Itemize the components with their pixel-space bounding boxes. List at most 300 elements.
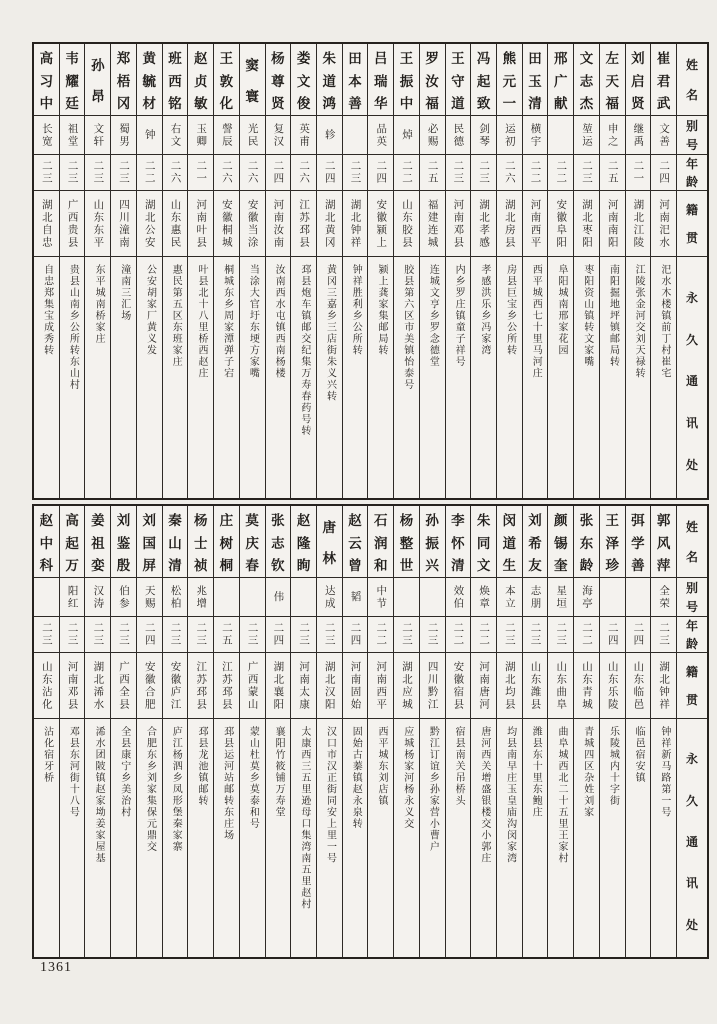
person-age: 二二 [548, 155, 573, 191]
header-origin: 籍 贯 [677, 653, 707, 719]
person-column [187, 44, 213, 498]
person-address: 西平城东刘店镇 [375, 726, 387, 807]
person-alias: 文轩 [85, 116, 110, 155]
person-name: 庄 树 桐 [214, 506, 239, 578]
person-column [522, 44, 548, 498]
person-name: 赵 隆 眴 [291, 506, 316, 578]
person-name: 颜 锡 奎 [548, 506, 573, 578]
person-alias: 钟 [137, 116, 162, 155]
person-name: 左 天 福 [600, 44, 625, 116]
person-address: 潼南三汇场 [118, 264, 130, 322]
person-alias [34, 578, 59, 617]
person-origin: 河南太康 [291, 653, 316, 719]
person-origin: 河南叶县 [188, 191, 213, 257]
person-age: 二六 [163, 155, 188, 191]
person-alias: 汉涛 [85, 578, 110, 617]
page-number: 1361 [40, 960, 72, 975]
person-address: 邳县龙池镇邮转 [195, 726, 207, 807]
person-origin: 山东青城 [574, 653, 599, 719]
person-name: 窦 寰 [240, 44, 265, 116]
person-age: 二三 [651, 617, 676, 653]
person-origin: 河南唐河 [471, 653, 496, 719]
person-column [393, 506, 419, 957]
person-alias: 伯参 [111, 578, 136, 617]
person-column [547, 44, 573, 498]
person-origin: 湖北应城 [394, 653, 419, 719]
person-name: 高 起 万 [60, 506, 85, 578]
person-age: 二二 [523, 155, 548, 191]
person-alias: 横宇 [523, 116, 548, 155]
person-alias: 文善 [651, 116, 676, 155]
person-name: 娄 文 俊 [291, 44, 316, 116]
person-name: 高 习 中 [34, 44, 59, 116]
person-name: 张 志 钦 [266, 506, 291, 578]
person-address: 合肥东乡刘家集保元鼎交 [144, 726, 156, 853]
table-header-column [676, 506, 707, 957]
person-age: 二三 [574, 155, 599, 191]
person-origin: 安徽庐江 [163, 653, 188, 719]
person-column [59, 506, 85, 957]
person-alias: 继禹 [626, 116, 651, 155]
person-column [522, 506, 548, 957]
person-name: 张 东 龄 [574, 506, 599, 578]
person-address: 应城杨家河杨永义交 [401, 726, 413, 830]
person-address: 连城文亨乡罗念德堂 [427, 264, 439, 368]
person-name: 罗 汝 福 [420, 44, 445, 116]
person-alias: 韬 [343, 578, 368, 617]
person-alias: 英甫 [291, 116, 316, 155]
person-origin: 山东惠民 [163, 191, 188, 257]
person-address: 公安胡家厂黄义发 [144, 264, 156, 356]
person-address: 黔江订谊乡孙家营小曹户 [427, 726, 439, 853]
person-origin: 江苏邳县 [214, 653, 239, 719]
person-name: 石 润 和 [368, 506, 393, 578]
person-column [213, 506, 239, 957]
person-origin: 安徽阜阳 [548, 191, 573, 257]
person-age: 二三 [317, 617, 342, 653]
person-origin: 湖北钟祥 [343, 191, 368, 257]
person-column [136, 44, 162, 498]
person-origin: 广西贵县 [60, 191, 85, 257]
person-age: 二六 [497, 155, 522, 191]
person-origin: 湖北孝感 [471, 191, 496, 257]
person-age: 二五 [600, 155, 625, 191]
person-origin: 河南邓县 [446, 191, 471, 257]
person-name: 弭 学 善 [626, 506, 651, 578]
person-address: 邳县运河站邮转东庄场 [221, 726, 233, 841]
person-age: 二三 [240, 617, 265, 653]
person-name: 孙 昂 [85, 44, 110, 116]
header-name: 姓 名 [677, 44, 707, 116]
person-name: 田 本 善 [343, 44, 368, 116]
person-name: 王 敦 化 [214, 44, 239, 116]
person-column [367, 506, 393, 957]
person-age: 二三 [85, 155, 110, 191]
person-column [162, 506, 188, 957]
person-name: 刘 国 屏 [137, 506, 162, 578]
person-origin: 四川潼南 [111, 191, 136, 257]
person-column [342, 44, 368, 498]
person-alias: 复汉 [266, 116, 291, 155]
person-name: 杨 士 祯 [188, 506, 213, 578]
person-alias: 伟 [266, 578, 291, 617]
person-age: 二三 [291, 617, 316, 653]
person-alias: 焯 [394, 116, 419, 155]
person-alias: 阳红 [60, 578, 85, 617]
person-column [290, 44, 316, 498]
person-age: 二三 [163, 617, 188, 653]
person-origin: 福建连城 [420, 191, 445, 257]
person-name: 冯 起 致 [471, 44, 496, 116]
person-column [419, 44, 445, 498]
person-address: 汝南西水屯镇西南杨楼 [273, 264, 285, 379]
person-alias: 謦辰 [214, 116, 239, 155]
person-alias: 玉卿 [188, 116, 213, 155]
person-alias: 志朋 [523, 578, 548, 617]
person-alias [214, 578, 239, 617]
person-column [599, 44, 625, 498]
person-name: 闵 道 生 [497, 506, 522, 578]
person-name: 邢 广 献 [548, 44, 573, 116]
person-name: 文 志 杰 [574, 44, 599, 116]
person-alias [626, 578, 651, 617]
person-address: 胶县第六区市美镇怡泰号 [401, 264, 413, 391]
person-column [136, 506, 162, 957]
person-age: 二三 [34, 617, 59, 653]
person-origin: 湖北房县 [497, 191, 522, 257]
person-origin: 山东潍县 [523, 653, 548, 719]
person-column [573, 44, 599, 498]
person-name: 刘 希 友 [523, 506, 548, 578]
person-name: 秦 山 清 [163, 506, 188, 578]
person-age: 二三 [446, 155, 471, 191]
person-origin: 湖北枣阳 [574, 191, 599, 257]
person-age: 二三 [60, 155, 85, 191]
person-address: 沾化宿牙桥 [41, 726, 53, 784]
person-column [316, 506, 342, 957]
person-address: 汜水木楼镇前丁村崔宅 [658, 264, 670, 379]
person-alias: 达成 [317, 578, 342, 617]
person-column [547, 506, 573, 957]
person-column [239, 506, 265, 957]
person-column [187, 506, 213, 957]
person-origin: 湖北钟祥 [651, 653, 676, 719]
person-age: 二二 [574, 617, 599, 653]
person-origin: 河南邓县 [60, 653, 85, 719]
person-age: 二三 [471, 155, 496, 191]
person-age: 二六 [240, 155, 265, 191]
person-name: 崔 君 武 [651, 44, 676, 116]
person-age: 二一 [188, 155, 213, 191]
person-origin: 山东临邑 [626, 653, 651, 719]
person-age: 二四 [317, 155, 342, 191]
person-origin: 湖北黄冈 [317, 191, 342, 257]
person-address: 乐陵城内十字街 [607, 726, 619, 807]
person-age: 二二 [368, 617, 393, 653]
person-age: 二三 [548, 617, 573, 653]
person-address: 唐河西关增盛银楼交小郭庄 [478, 726, 490, 864]
person-alias: 光民 [240, 116, 265, 155]
person-origin: 河南西平 [523, 191, 548, 257]
person-name: 莫 庆 春 [240, 506, 265, 578]
person-column [625, 506, 651, 957]
person-column [34, 44, 59, 498]
person-alias [343, 116, 368, 155]
person-address: 庐江杨泗乡凤形堡秦家寨 [170, 726, 182, 853]
person-origin: 安徽颍上 [368, 191, 393, 257]
person-name: 王 守 道 [446, 44, 471, 116]
person-origin: 湖北江陵 [626, 191, 651, 257]
person-alias: 运初 [497, 116, 522, 155]
person-age: 二三 [188, 617, 213, 653]
header-address: 永 久 通 讯 处 [685, 752, 698, 932]
person-address: 黄冈三嘉乡三店街朱义兴转 [324, 264, 336, 402]
header-alias: 别 号 [677, 578, 707, 617]
person-origin: 河南南阳 [600, 191, 625, 257]
person-address: 邳县炮车镇邮交纪集万寿春药号转 [298, 264, 310, 437]
person-origin: 湖北襄阳 [266, 653, 291, 719]
person-address: 西平城西七十里马河庄 [530, 264, 542, 379]
person-origin: 山东乐陵 [600, 653, 625, 719]
person-age: 二三 [420, 617, 445, 653]
person-origin: 安徽宿县 [446, 653, 471, 719]
person-name: 赵 贞 敏 [188, 44, 213, 116]
person-column [265, 506, 291, 957]
person-column [110, 44, 136, 498]
person-age: 二四 [343, 617, 368, 653]
person-age: 二三 [34, 155, 59, 191]
person-column [393, 44, 419, 498]
person-origin: 江苏邳县 [188, 653, 213, 719]
person-age: 二三 [394, 617, 419, 653]
person-alias: 祖堂 [60, 116, 85, 155]
directory-table-bottom [32, 504, 709, 959]
person-name: 田 玉 清 [523, 44, 548, 116]
person-address: 孝感洪乐乡冯家湾 [478, 264, 490, 356]
person-name: 赵 中 科 [34, 506, 59, 578]
person-address: 惠民第五区东班家庄 [170, 264, 182, 368]
person-age: 二三 [497, 617, 522, 653]
person-origin: 广西全县 [111, 653, 136, 719]
person-name: 刘 鉴 殷 [111, 506, 136, 578]
person-origin: 山东东平 [85, 191, 110, 257]
person-age: 二四 [137, 617, 162, 653]
person-address: 贵县山南乡公所转东山村 [67, 264, 79, 391]
person-alias: 蜀男 [111, 116, 136, 155]
person-column [342, 506, 368, 957]
person-alias [394, 578, 419, 617]
header-alias: 别 号 [677, 116, 707, 155]
person-origin: 湖北汉阳 [317, 653, 342, 719]
person-alias: 中节 [368, 578, 393, 617]
person-address: 叶县北十八里桥西赵庄 [195, 264, 207, 379]
person-address: 东平城南桥家庄 [93, 264, 105, 345]
person-alias: 长宽 [34, 116, 59, 155]
person-age: 二四 [651, 155, 676, 191]
person-age: 二三 [111, 617, 136, 653]
person-age: 二四 [368, 155, 393, 191]
person-origin: 河南汝南 [266, 191, 291, 257]
person-column [59, 44, 85, 498]
header-age: 年 龄 [677, 155, 707, 191]
person-column [84, 44, 110, 498]
person-column [445, 44, 471, 498]
person-address: 江陵张金河交刘天禄转 [633, 264, 645, 379]
person-column [445, 506, 471, 957]
person-alias: 海亭 [574, 578, 599, 617]
person-age: 二三 [523, 617, 548, 653]
person-address: 青城四区杂姓刘家 [581, 726, 593, 818]
person-column [110, 506, 136, 957]
person-address: 颍上龚家集邮局转 [375, 264, 387, 356]
person-address: 当涂大官圩东埂方家嘴 [247, 264, 259, 379]
person-column [573, 506, 599, 957]
person-address: 临邑宿安镇 [633, 726, 645, 784]
person-alias [548, 116, 573, 155]
person-age: 二二 [394, 155, 419, 191]
person-origin: 安徽合肥 [137, 653, 162, 719]
person-name: 王 振 中 [394, 44, 419, 116]
person-alias: 民德 [446, 116, 471, 155]
person-column [84, 506, 110, 957]
person-address: 曲阜城西北二十五里王家村 [556, 726, 568, 864]
person-age: 二二 [471, 617, 496, 653]
person-origin: 四川黔江 [420, 653, 445, 719]
person-alias: 星垣 [548, 578, 573, 617]
person-origin: 湖北浠水 [85, 653, 110, 719]
person-origin: 湖北公安 [137, 191, 162, 257]
person-age: 二三 [85, 617, 110, 653]
person-address: 蒙山杜莫乡莫泰和号 [247, 726, 259, 830]
person-name: 郑 梧 冈 [111, 44, 136, 116]
person-alias: 右文 [163, 116, 188, 155]
person-alias [291, 578, 316, 617]
person-origin: 河南西平 [368, 653, 393, 719]
person-origin: 山东曲阜 [548, 653, 573, 719]
person-column [213, 44, 239, 498]
person-column [265, 44, 291, 498]
person-name: 刘 启 贤 [626, 44, 651, 116]
person-column [290, 506, 316, 957]
person-origin: 河南固始 [343, 653, 368, 719]
header-origin: 籍 贯 [677, 191, 707, 257]
table-header-column [676, 44, 707, 498]
person-name: 杨 尊 贤 [266, 44, 291, 116]
person-column [470, 44, 496, 498]
person-address: 桐城东乡周家潭弹子宕 [221, 264, 233, 379]
person-name: 黄 毓 材 [137, 44, 162, 116]
person-origin: 安徽当涂 [240, 191, 265, 257]
person-origin: 山东沾化 [34, 653, 59, 719]
person-column [625, 44, 651, 498]
person-column [34, 506, 59, 957]
person-alias: 堃运 [574, 116, 599, 155]
person-alias: 申之 [600, 116, 625, 155]
person-address: 房县巨宝乡公所转 [504, 264, 516, 356]
person-age: 二三 [60, 617, 85, 653]
person-name: 韦 耀 廷 [60, 44, 85, 116]
directory-table-top [32, 42, 709, 500]
person-alias: 轸 [317, 116, 342, 155]
person-address: 枣阳资山镇转文家嘴 [581, 264, 593, 368]
person-address: 襄阳竹筱铺万寿堂 [273, 726, 285, 818]
person-alias [240, 578, 265, 617]
person-name: 朱 同 文 [471, 506, 496, 578]
person-name: 熊 元 一 [497, 44, 522, 116]
person-alias: 剑琴 [471, 116, 496, 155]
person-origin: 湖北均县 [497, 653, 522, 719]
person-column [650, 506, 676, 957]
person-age: 二四 [600, 617, 625, 653]
person-age: 二三 [111, 155, 136, 191]
person-column [367, 44, 393, 498]
person-name: 班 西 铭 [163, 44, 188, 116]
person-address: 钟祥新马路第一号 [658, 726, 670, 818]
person-address: 自忠郑集宝成秀转 [41, 264, 53, 356]
person-age: 二五 [214, 617, 239, 653]
person-address: 全县康宁乡美治村 [118, 726, 130, 818]
person-column [650, 44, 676, 498]
person-alias: 全荣 [651, 578, 676, 617]
person-column [162, 44, 188, 498]
person-alias: 必赐 [420, 116, 445, 155]
person-name: 朱 道 鸿 [317, 44, 342, 116]
person-age: 二四 [266, 155, 291, 191]
person-address: 内乡罗庄镇童子祥号 [453, 264, 465, 368]
person-age: 二二 [446, 617, 471, 653]
person-name: 杨 整 世 [394, 506, 419, 578]
person-address: 浠水团陂镇赵家坳姜家屋基 [93, 726, 105, 864]
person-address: 阜阳城南邢家花园 [556, 264, 568, 356]
person-address: 均县南早庄玉皇庙沟闵家湾 [504, 726, 516, 864]
person-origin: 湖北自忠 [34, 191, 59, 257]
person-column [419, 506, 445, 957]
person-column [470, 506, 496, 957]
person-name: 姜 祖 娈 [85, 506, 110, 578]
person-origin: 河南汜水 [651, 191, 676, 257]
person-origin: 安徽桐城 [214, 191, 239, 257]
person-name: 孙 振 兴 [420, 506, 445, 578]
person-address: 汉口市汉正街同安上里一号 [324, 726, 336, 864]
person-age: 二一 [626, 155, 651, 191]
person-alias: 焕章 [471, 578, 496, 617]
person-address: 潍县东十里东鲍庄 [530, 726, 542, 818]
person-address: 太康西三五里逊母口集湾南五里赵村 [298, 726, 310, 910]
person-address: 宿县南关吊桥头 [453, 726, 465, 807]
person-address: 固始古蓁镇赵永泉转 [350, 726, 362, 830]
person-column [599, 506, 625, 957]
person-name: 王 泽 珍 [600, 506, 625, 578]
person-column [239, 44, 265, 498]
person-age: 二四 [266, 617, 291, 653]
person-origin: 江苏邳县 [291, 191, 316, 257]
header-name: 姓 名 [677, 506, 707, 578]
person-age: 二六 [291, 155, 316, 191]
person-origin: 广西蒙山 [240, 653, 265, 719]
header-address: 永 久 通 讯 处 [685, 290, 698, 473]
person-alias: 兆增 [188, 578, 213, 617]
person-alias [600, 578, 625, 617]
person-name: 李 怀 清 [446, 506, 471, 578]
person-address: 邓县东河街十八号 [67, 726, 79, 818]
person-address: 钟祥胜利乡公所转 [350, 264, 362, 356]
person-name: 吕 瑞 华 [368, 44, 393, 116]
person-column [496, 506, 522, 957]
person-age: 二三 [343, 155, 368, 191]
person-name: 赵 云 曾 [343, 506, 368, 578]
person-age: 二二 [137, 155, 162, 191]
person-alias: 品英 [368, 116, 393, 155]
